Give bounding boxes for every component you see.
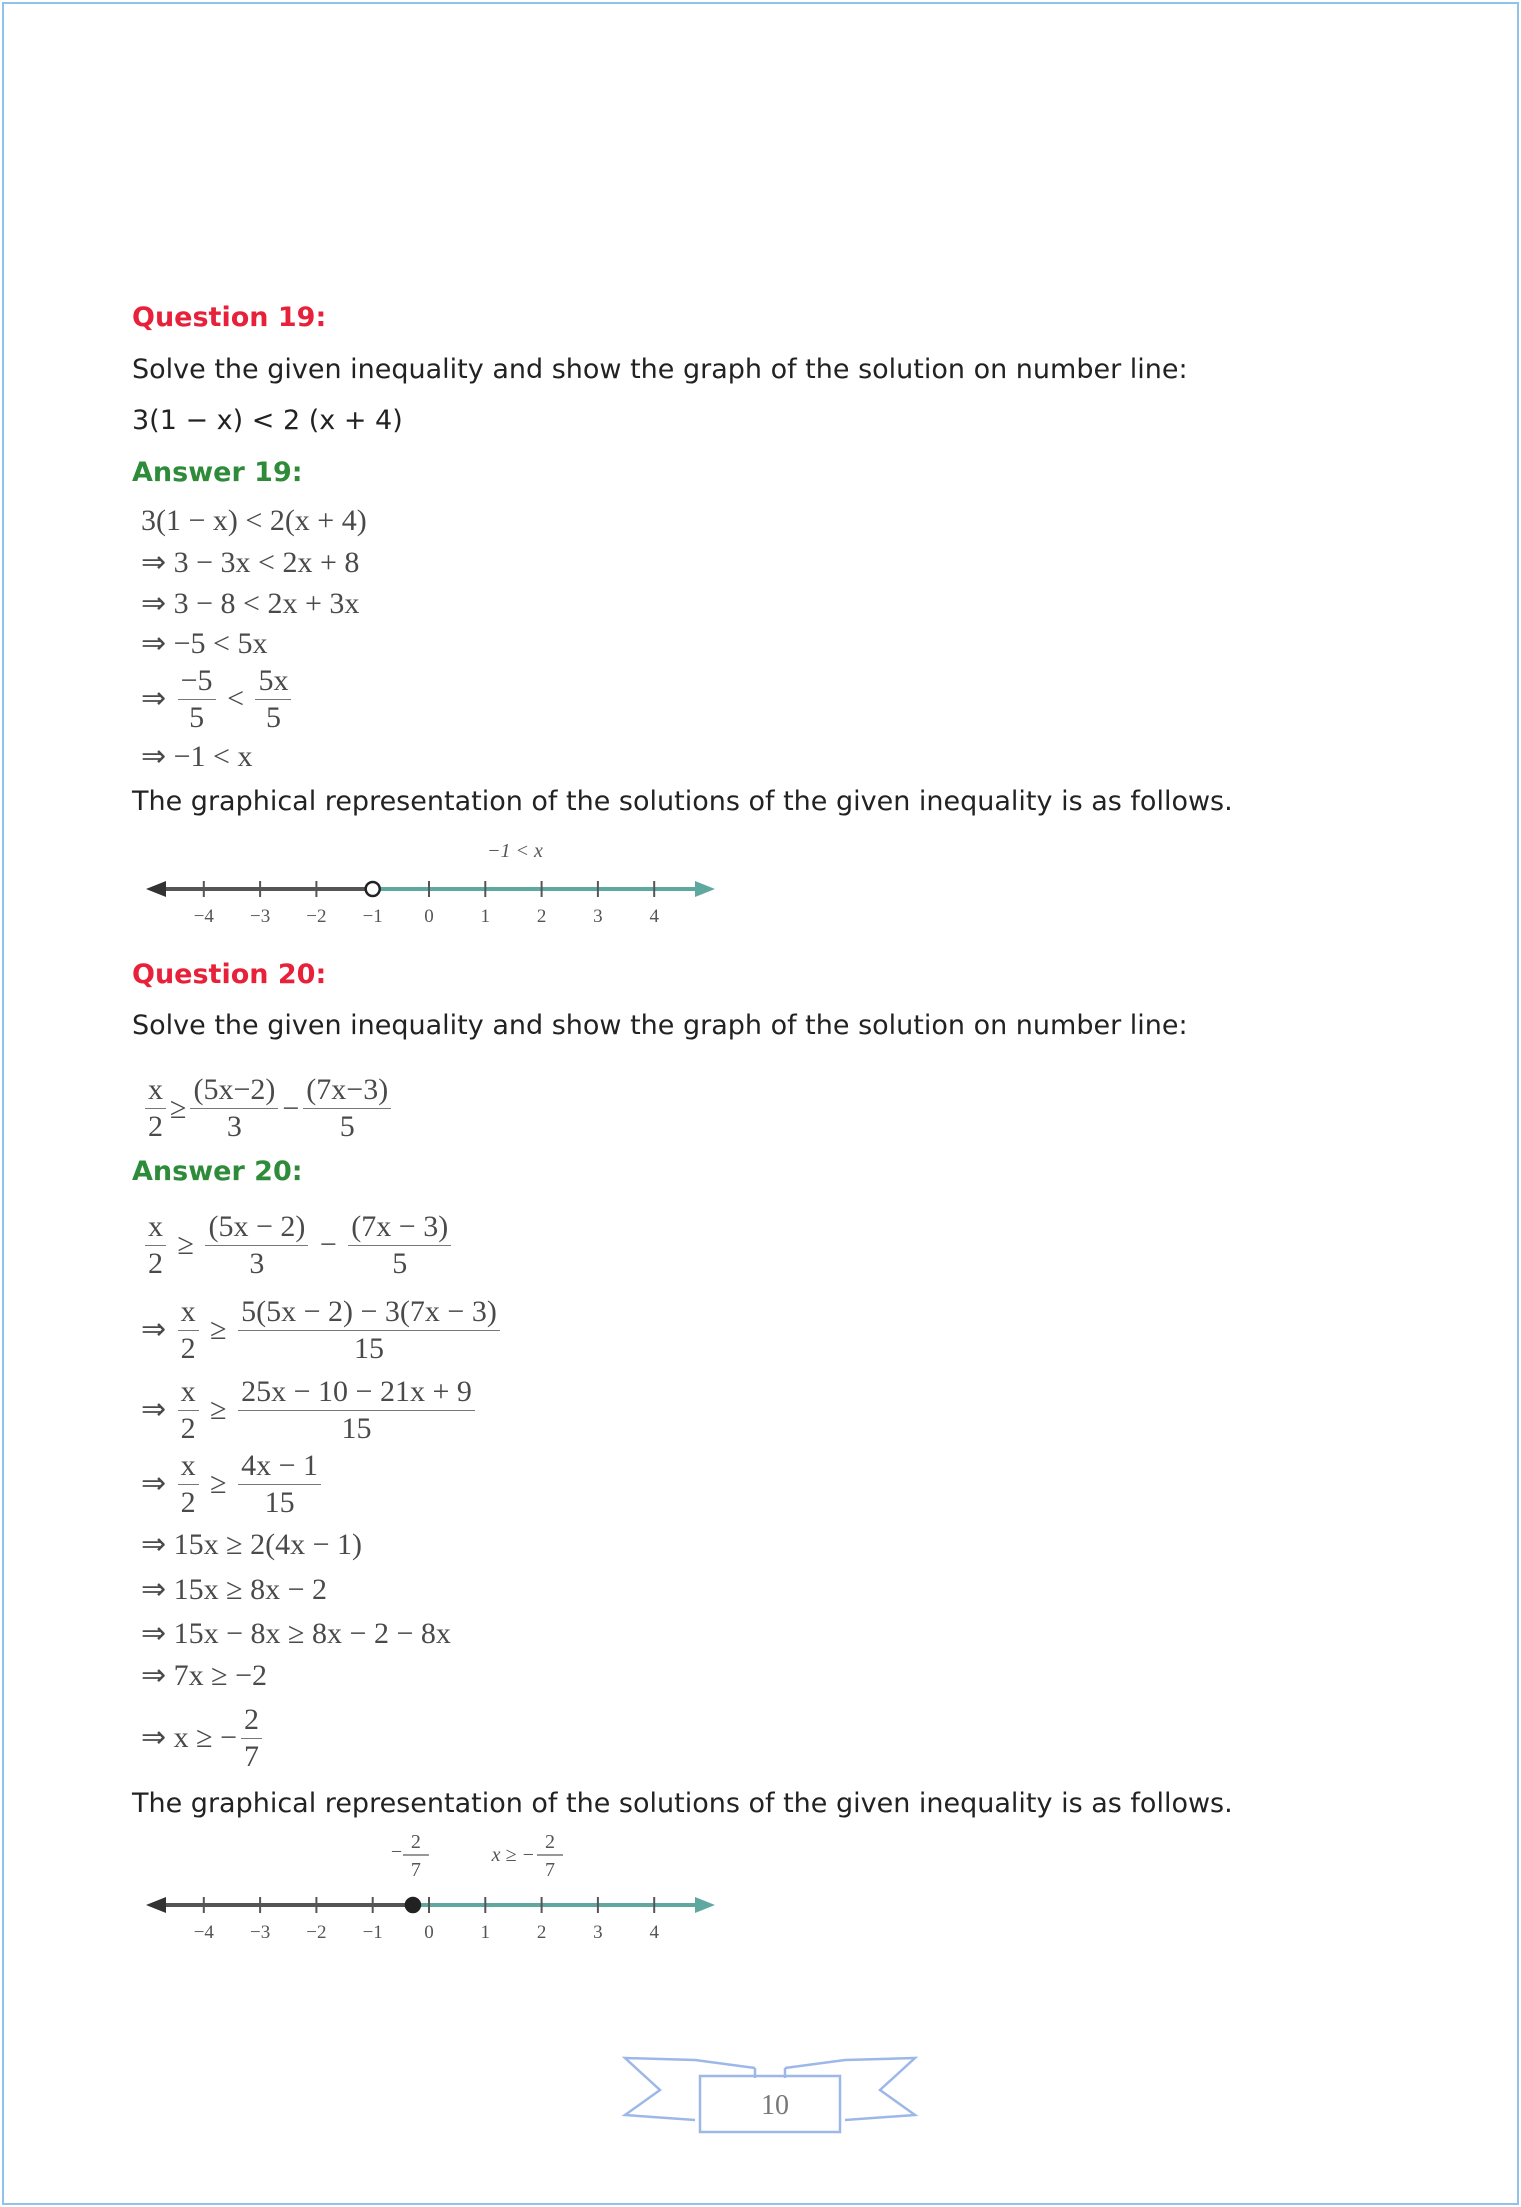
math-step — [141, 663, 295, 734]
math-step — [141, 1374, 479, 1445]
fraction — [348, 1209, 451, 1280]
fraction — [178, 1448, 199, 1519]
tick-label: −4 — [193, 906, 214, 927]
fraction-numerator: 5(5x − 2) − 3(7x − 3) — [238, 1297, 500, 1331]
math-text: ≥ — [202, 1467, 235, 1500]
math-step — [141, 1702, 266, 1773]
fraction-denominator: 2 — [148, 1110, 163, 1143]
tick-label: 4 — [649, 906, 659, 927]
fraction-numerator: x — [178, 1451, 199, 1485]
tick-label: 2 — [536, 1922, 547, 1943]
fraction-denominator: 3 — [226, 1110, 242, 1143]
math-text: ⇒ — [141, 1467, 174, 1500]
fraction — [241, 1702, 262, 1773]
fraction-numerator: x — [178, 1377, 199, 1411]
fraction-numerator: (5x − 2) — [205, 1212, 308, 1246]
math-step — [141, 1448, 325, 1519]
math-step — [141, 1209, 455, 1280]
inequality-label-denominator: 7 — [545, 1859, 555, 1881]
fraction — [303, 1075, 391, 1142]
fraction-denominator: 7 — [244, 1739, 260, 1773]
math-step — [141, 1294, 504, 1365]
fraction-numerator: 2 — [241, 1705, 262, 1739]
math-text: ⇒ 15x ≥ 2(4x − 1) — [141, 1528, 363, 1561]
page-number: 10 — [761, 2090, 789, 2121]
math-step — [141, 1661, 267, 1691]
math-text: − — [312, 1228, 345, 1261]
point-label-minus: − — [390, 1841, 403, 1863]
fraction-denominator: 3 — [249, 1246, 265, 1280]
fraction — [238, 1294, 500, 1365]
math-text: ⇒ −1 < x — [141, 740, 253, 773]
math-text: ≥ — [202, 1313, 235, 1346]
question-20-prompt: Solve the given inequality and show the graph of the solution on number line: — [132, 1010, 1188, 1041]
tick-label: 1 — [480, 1922, 491, 1943]
tick-label: 2 — [536, 906, 547, 927]
number-line-19 — [130, 830, 770, 940]
math-text: ≥ — [202, 1393, 235, 1426]
fraction-denominator: 2 — [180, 1331, 196, 1365]
open-endpoint — [366, 882, 380, 896]
fraction — [178, 1374, 199, 1445]
fraction-denominator: 5 — [392, 1246, 408, 1280]
fraction — [255, 663, 291, 734]
fraction-denominator: 15 — [341, 1411, 372, 1445]
math-text: ≥ — [170, 1091, 187, 1125]
tick-label: −1 — [362, 906, 383, 927]
fraction — [145, 1075, 166, 1142]
tick-label: 0 — [424, 906, 434, 927]
fraction-numerator: 5x — [255, 666, 291, 700]
question-20-heading: Question 20: — [132, 959, 327, 990]
math-text: ⇒ 3 − 3x < 2x + 8 — [141, 546, 360, 579]
fraction-numerator: −5 — [178, 666, 216, 700]
tick-label: 1 — [480, 906, 491, 927]
math-step — [141, 506, 367, 536]
point-label-denominator: 7 — [410, 1859, 421, 1881]
fraction-numerator: (7x−3) — [303, 1075, 391, 1109]
math-step — [141, 629, 267, 659]
tick-label: −4 — [193, 1922, 214, 1943]
right-arrow-icon — [695, 1897, 715, 1913]
fraction — [178, 1294, 199, 1365]
fraction-numerator: 4x − 1 — [238, 1451, 321, 1485]
left-arrow-icon — [146, 1897, 166, 1913]
math-text: ⇒ x ≥ − — [141, 1721, 238, 1754]
math-step — [141, 548, 359, 578]
fraction-numerator: x — [145, 1075, 166, 1109]
math-text: < — [219, 682, 252, 715]
question-19-inequality: 3(1 − x) < 2 (x + 4) — [132, 405, 403, 436]
fraction — [145, 1209, 166, 1280]
inequality-label-numerator: 2 — [545, 1831, 555, 1853]
math-text: ⇒ — [141, 682, 174, 715]
answer-20-heading: Answer 20: — [132, 1156, 303, 1187]
left-arrow-icon — [146, 881, 166, 897]
math-text: ⇒ 15x ≥ 8x − 2 — [141, 1573, 328, 1606]
tick-label: 3 — [593, 906, 603, 927]
math-text: ⇒ 3 − 8 < 2x + 3x — [141, 587, 360, 620]
math-step — [141, 1530, 362, 1560]
fraction-denominator: 2 — [148, 1246, 163, 1280]
right-arrow-icon — [695, 881, 715, 897]
answer-19-heading: Answer 19: — [132, 457, 303, 488]
tick-label: 3 — [593, 1922, 603, 1943]
tick-label: 4 — [649, 1922, 659, 1943]
fraction-denominator: 2 — [180, 1485, 196, 1519]
fraction-denominator: 15 — [264, 1485, 295, 1519]
fraction-numerator: x — [178, 1297, 199, 1331]
math-step — [141, 742, 252, 772]
fraction — [205, 1209, 308, 1280]
question-19-prompt: Solve the given inequality and show the graph of the solution on number line: — [132, 354, 1188, 385]
fraction-numerator: (5x−2) — [190, 1075, 278, 1109]
math-text: ⇒ — [141, 1313, 174, 1346]
math-text: ⇒ — [141, 1393, 174, 1426]
math-step — [141, 1575, 327, 1605]
answer-19-graph-caption: The graphical representation of the solutions of the given inequality is as follows. — [132, 786, 1233, 817]
fraction — [178, 663, 216, 734]
inequality-label: x ≥ − — [491, 1844, 535, 1866]
fraction-denominator: 5 — [339, 1110, 355, 1143]
fraction-numerator: (7x − 3) — [348, 1212, 451, 1246]
fraction-denominator: 2 — [180, 1411, 196, 1445]
fraction-numerator: x — [145, 1212, 166, 1246]
math-text: − — [282, 1091, 300, 1125]
tick-label: −2 — [306, 906, 327, 927]
question-19-heading: Question 19: — [132, 302, 327, 333]
tick-label: −3 — [249, 906, 271, 927]
math-text: ⇒ 7x ≥ −2 — [141, 1659, 268, 1692]
point-label-numerator: 2 — [410, 1831, 421, 1853]
math-text: 3(1 − x) < 2(x + 4) — [141, 504, 367, 537]
tick-label: −3 — [249, 1922, 271, 1943]
math-text: ⇒ 15x − 8x ≥ 8x − 2 − 8x — [141, 1617, 451, 1650]
tick-label: −2 — [306, 1922, 327, 1943]
fraction-numerator: 25x − 10 − 21x + 9 — [238, 1377, 475, 1411]
tick-label: −1 — [362, 1922, 383, 1943]
fraction-denominator: 5 — [265, 700, 281, 734]
math-text: ⇒ −5 < 5x — [141, 627, 268, 660]
fraction-denominator: 15 — [353, 1331, 384, 1365]
math-text: ≥ — [170, 1228, 202, 1261]
closed-endpoint — [406, 1898, 420, 1912]
answer-20-graph-caption: The graphical representation of the solutions of the given inequality is as follows. — [132, 1788, 1233, 1819]
fraction-denominator: 5 — [189, 700, 205, 734]
question-20-inequality — [141, 1075, 395, 1142]
math-step — [141, 1619, 451, 1649]
inequality-label: −1 < x — [487, 840, 543, 862]
math-step — [141, 589, 359, 619]
fraction — [238, 1448, 321, 1519]
number-line-20 — [130, 1828, 770, 1953]
tick-label: 0 — [424, 1922, 434, 1943]
fraction — [190, 1075, 278, 1142]
fraction — [238, 1374, 475, 1445]
